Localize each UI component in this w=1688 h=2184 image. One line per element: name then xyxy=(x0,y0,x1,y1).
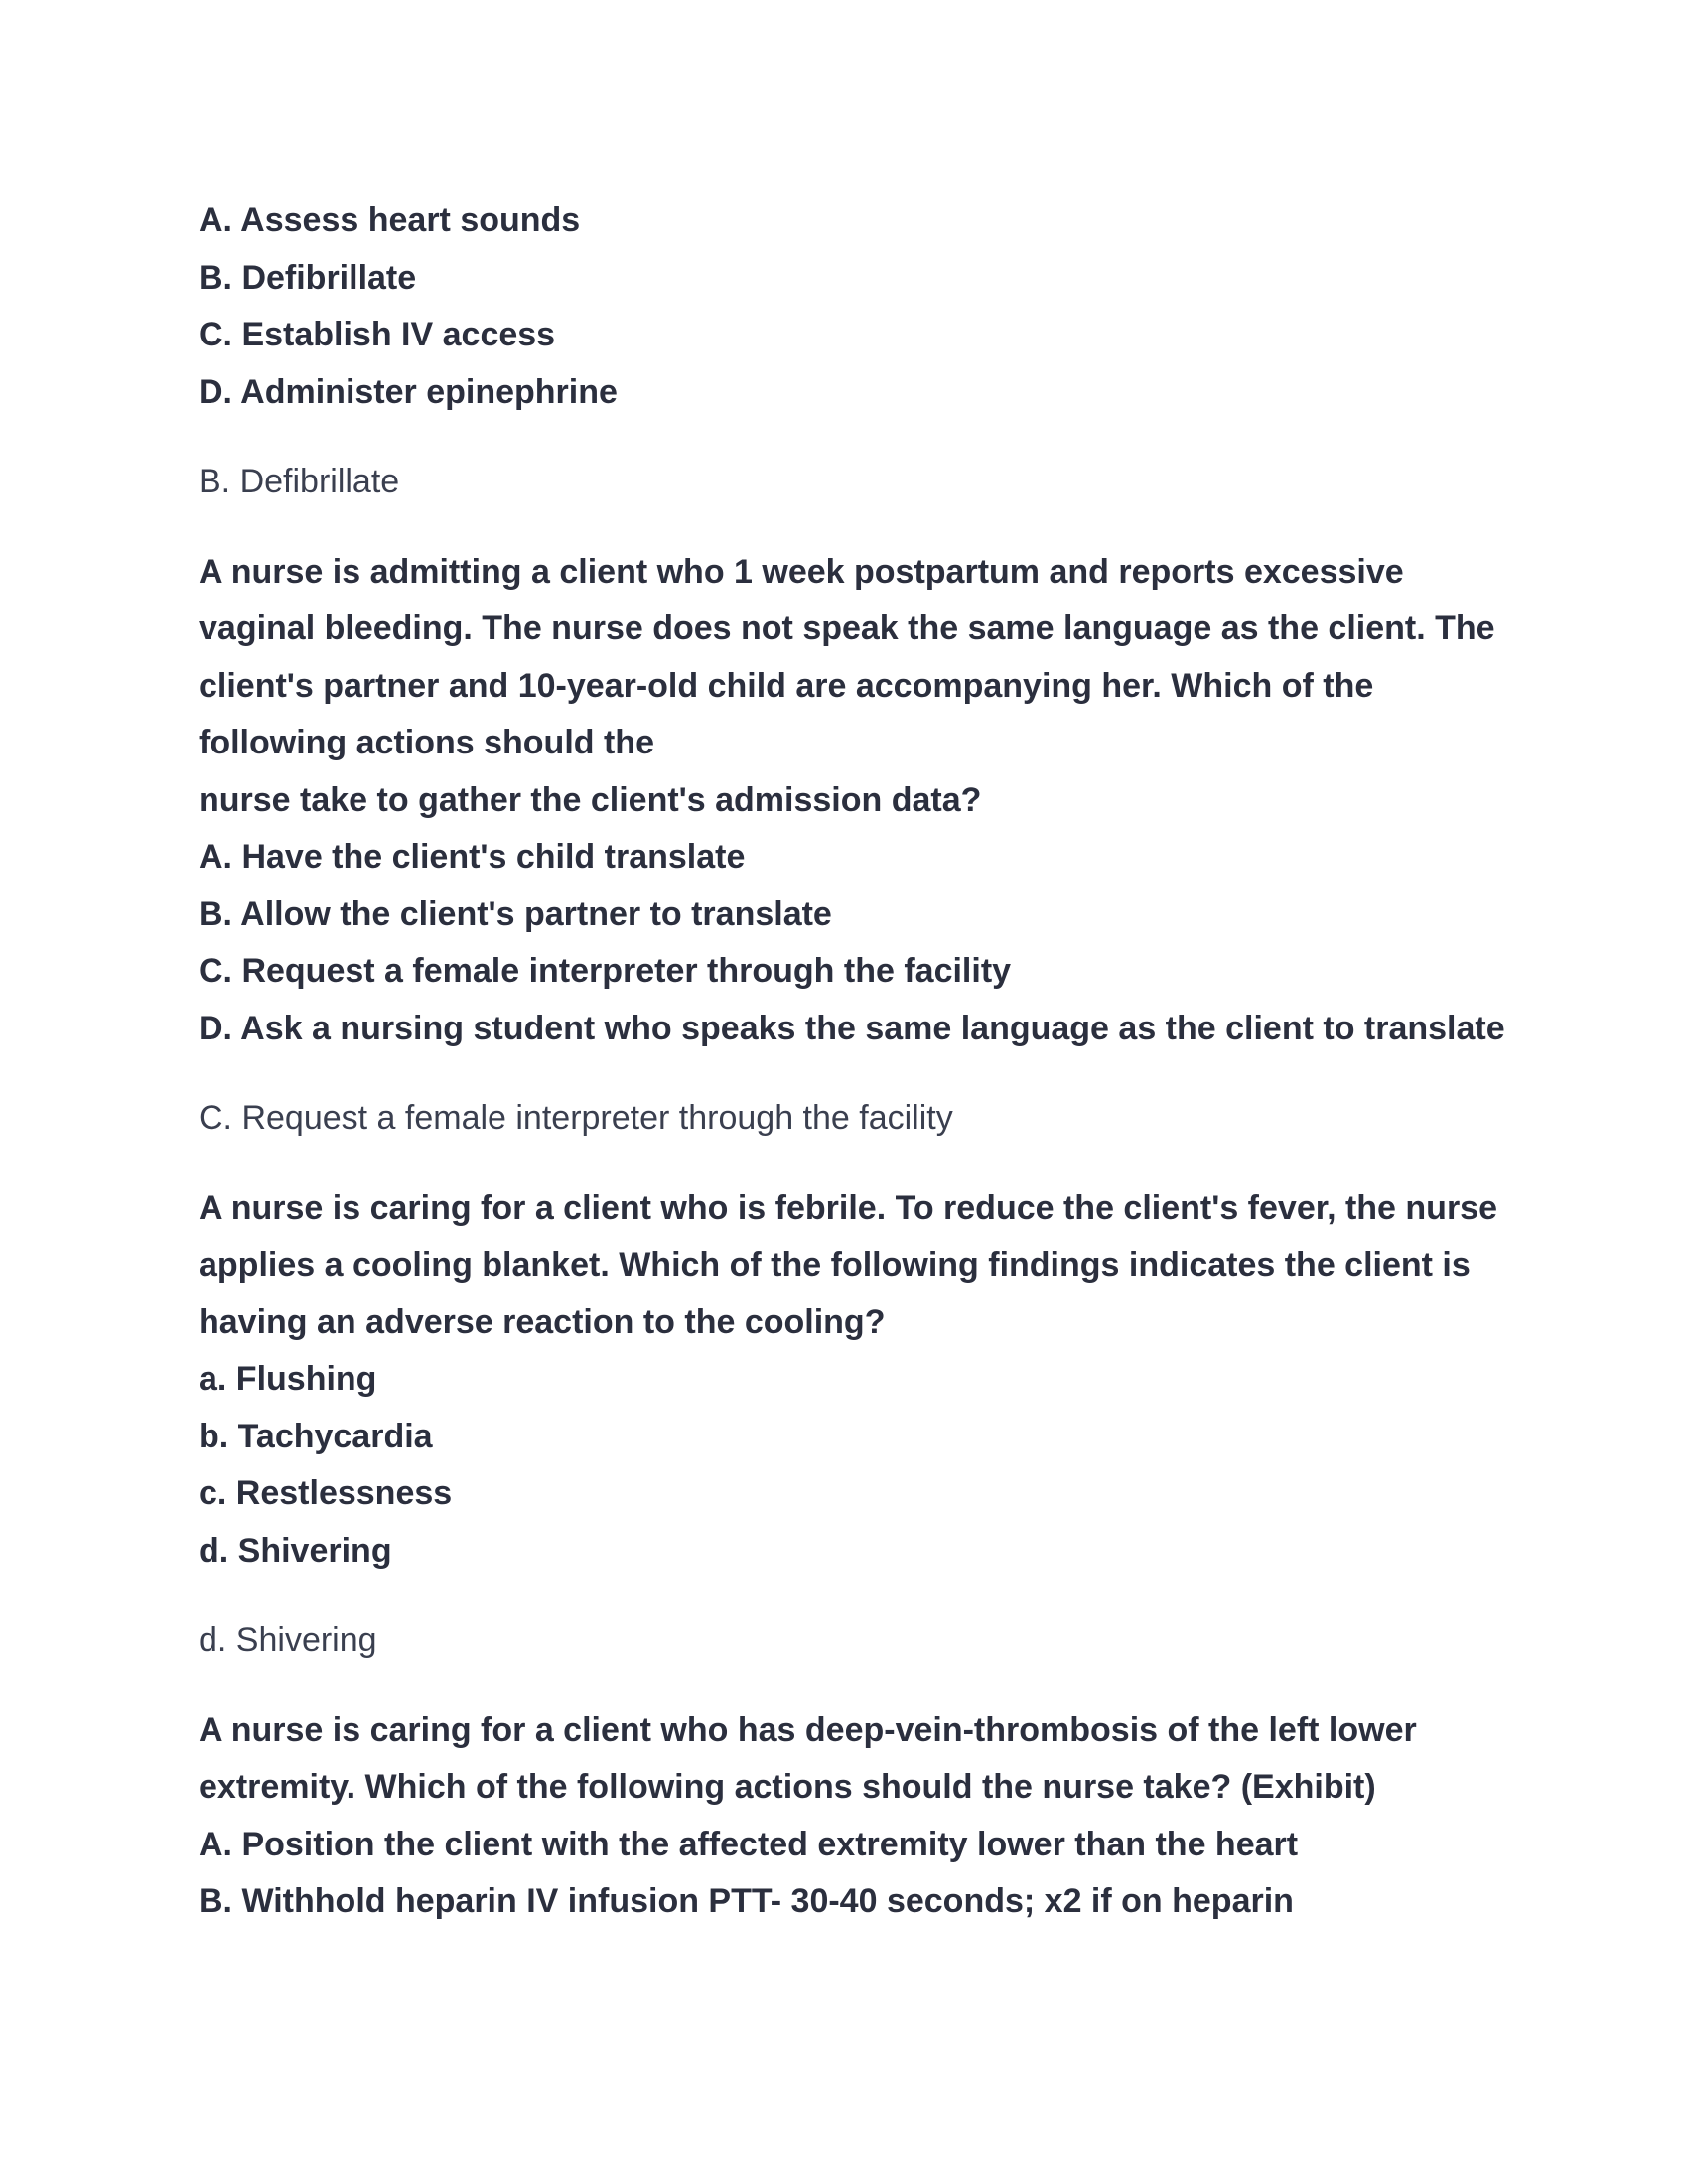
option-c: c. Restlessness xyxy=(199,1474,453,1512)
option-b: B. Defibrillate xyxy=(199,258,417,297)
question-block-2 xyxy=(199,544,1509,1148)
answer-text: d. Shivering xyxy=(199,1621,377,1659)
answer-text: B. Defibrillate xyxy=(199,463,400,500)
document-page xyxy=(199,193,1509,1931)
option-d: d. Shivering xyxy=(199,1531,392,1570)
option-a: A. Assess heart sounds xyxy=(199,202,581,239)
question-line: extremity. Which of the following actions should the nurse take? (Exhibit) xyxy=(199,1768,1376,1806)
question-line: vaginal bleeding. The nurse does not speak the same language as the client. The xyxy=(199,610,1495,647)
question-line: client's partner and 10-year-old child are accompanying her. Which of the xyxy=(199,666,1374,705)
question-line: A nurse is caring for a client who has deep-vein-thrombosis of the left lower xyxy=(199,1710,1417,1749)
option-d: D. Administer epinephrine xyxy=(199,372,618,411)
question-block-1 xyxy=(199,193,1509,511)
option-b: b. Tachycardia xyxy=(199,1417,433,1455)
option-d: D. Ask a nursing student who speaks the same language as the client to translate xyxy=(199,1009,1505,1047)
answer-text: C. Request a female interpreter through the facility xyxy=(199,1099,953,1137)
option-a: A. Position the client with the affected extremity lower than the heart xyxy=(199,1825,1299,1863)
option-a: a. Flushing xyxy=(199,1360,377,1398)
question-line: A nurse is caring for a client who is febrile. To reduce the client's fever, the nurse xyxy=(199,1188,1498,1227)
question-block-3 xyxy=(199,1180,1509,1670)
question-line: A nurse is admitting a client who 1 week postpartum and reports excessive xyxy=(199,552,1404,591)
option-c: C. Request a female interpreter through the facility xyxy=(199,952,1012,990)
question-line: nurse take to gather the client's admission data? xyxy=(199,780,982,819)
option-b: B. Allow the client's partner to translate xyxy=(199,894,832,933)
option-c: C. Establish IV access xyxy=(199,316,556,353)
option-b: B. Withhold heparin IV infusion PTT- 30-40 seconds; x2 if on heparin xyxy=(199,1882,1294,1920)
question-line: following actions should the xyxy=(199,724,654,761)
question-line: applies a cooling blanket. Which of the following findings indicates the client is xyxy=(199,1246,1471,1284)
option-a: A. Have the client's child translate xyxy=(199,838,746,876)
question-line: having an adverse reaction to the cooling? xyxy=(199,1302,886,1341)
question-block-4 xyxy=(199,1703,1509,1931)
